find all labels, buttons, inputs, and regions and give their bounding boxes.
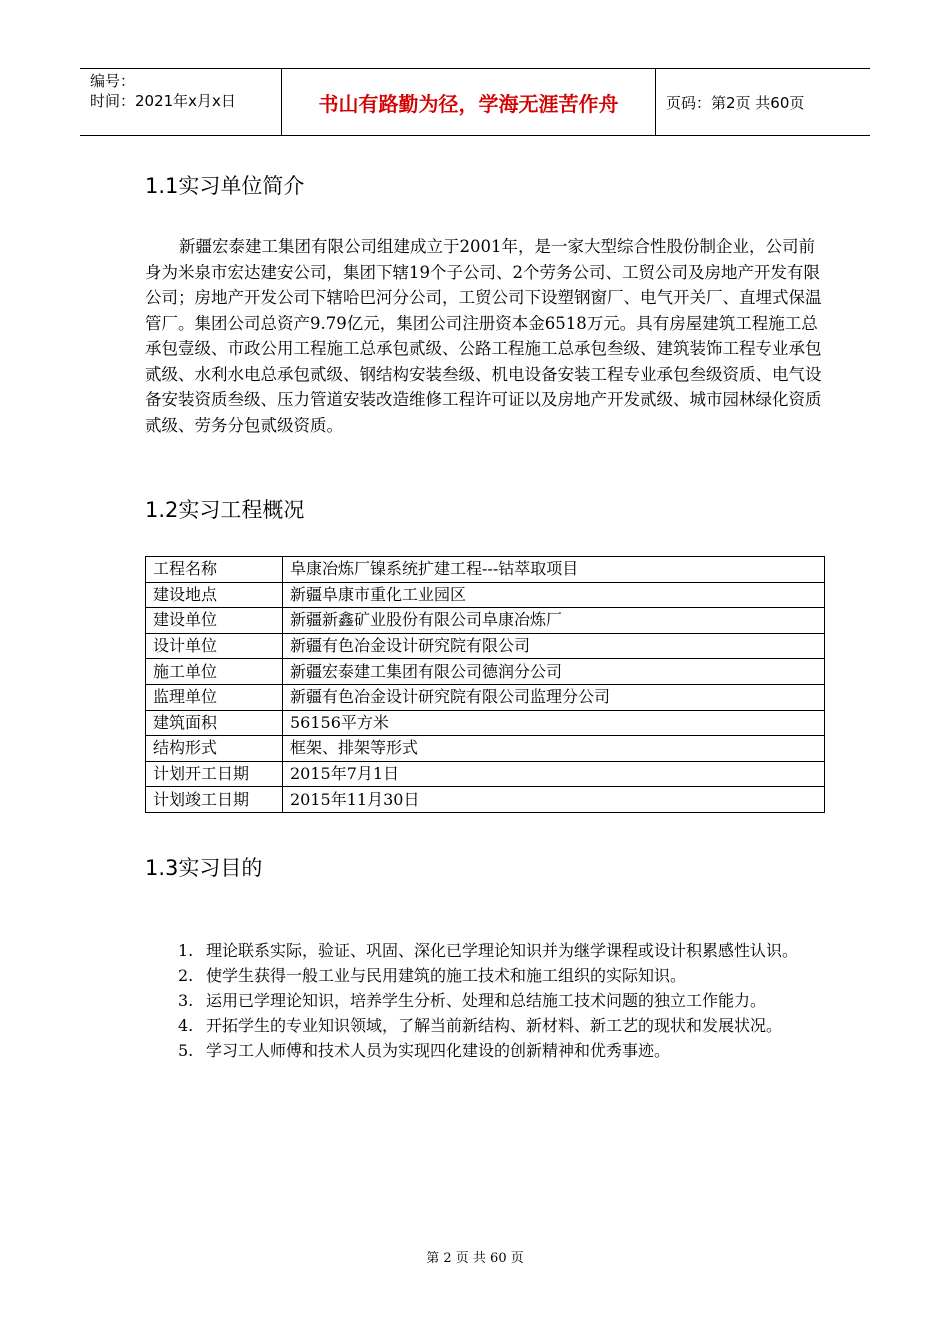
list-item-number: 5. bbox=[178, 1041, 194, 1060]
table-row bbox=[146, 557, 825, 583]
table-value-cell: 56156平方米 bbox=[283, 710, 825, 736]
page-header bbox=[80, 68, 870, 136]
list-item-number: 1. bbox=[178, 941, 194, 960]
table-row bbox=[146, 659, 825, 685]
list-item-text: 运用已学理论知识，培养学生分析、处理和总结施工技术问题的独立工作能力。 bbox=[206, 991, 767, 1010]
page-footer: 第 2 页 共 60 页 bbox=[426, 1251, 524, 1266]
table-row bbox=[146, 633, 825, 659]
table-value-cell: 新疆有色冶金设计研究院有限公司监理分公司 bbox=[283, 684, 825, 710]
table-row bbox=[146, 582, 825, 608]
table-key-cell: 计划开工日期 bbox=[146, 761, 283, 787]
table-row bbox=[146, 710, 825, 736]
list-item-text: 使学生获得一般工业与民用建筑的施工技术和施工组织的实际知识。 bbox=[206, 966, 687, 985]
table-value-cell: 新疆宏泰建工集团有限公司德润分公司 bbox=[283, 659, 825, 685]
project-overview-table bbox=[145, 556, 825, 813]
header-page-info: 页码：第2页 共60页 bbox=[666, 93, 805, 112]
table-key-cell: 设计单位 bbox=[146, 633, 283, 659]
table-row bbox=[146, 608, 825, 634]
number-label: 编号： bbox=[90, 72, 136, 90]
section-title-1: 1.1实习单位简介 bbox=[145, 174, 305, 198]
table-key-cell: 监理单位 bbox=[146, 684, 283, 710]
table-row bbox=[146, 684, 825, 710]
table-value-cell: 新疆有色冶金设计研究院有限公司 bbox=[283, 633, 825, 659]
header-meta bbox=[80, 69, 282, 135]
table-key-cell: 工程名称 bbox=[146, 557, 283, 583]
time-label: 时间：2021年x月x日 bbox=[90, 92, 236, 110]
list-item-number: 2. bbox=[178, 966, 194, 985]
list-item-number: 4. bbox=[178, 1016, 194, 1035]
section-title-2: 1.2实习工程概况 bbox=[145, 498, 305, 522]
table-row bbox=[146, 761, 825, 787]
table-key-cell: 施工单位 bbox=[146, 659, 283, 685]
section-title-3: 1.3实习目的 bbox=[145, 856, 263, 880]
table-row bbox=[146, 736, 825, 762]
list-item bbox=[178, 988, 828, 1013]
table-value-cell: 新疆新鑫矿业股份有限公司阜康冶炼厂 bbox=[283, 608, 825, 634]
goals-list bbox=[178, 938, 828, 1063]
table-value-cell: 2015年7月1日 bbox=[283, 761, 825, 787]
list-item bbox=[178, 963, 828, 988]
table-key-cell: 建筑面积 bbox=[146, 710, 283, 736]
list-item-text: 开拓学生的专业知识领域，了解当前新结构、新材料、新工艺的现状和发展状况。 bbox=[206, 1016, 783, 1035]
list-item-text: 理论联系实际，验证、巩固、深化已学理论知识并为继学课程或设计积累感性认识。 bbox=[206, 941, 799, 960]
table-key-cell: 结构形式 bbox=[146, 736, 283, 762]
list-item bbox=[178, 1038, 828, 1063]
table-row bbox=[146, 787, 825, 813]
table-value-cell: 新疆阜康市重化工业园区 bbox=[283, 582, 825, 608]
table-key-cell: 计划竣工日期 bbox=[146, 787, 283, 813]
table-value-cell: 框架、排架等形式 bbox=[283, 736, 825, 762]
list-item bbox=[178, 938, 828, 963]
table-key-cell: 建设单位 bbox=[146, 608, 283, 634]
list-item bbox=[178, 1013, 828, 1038]
list-item-number: 3. bbox=[178, 991, 194, 1010]
list-item-text: 学习工人师傅和技术人员为实现四化建设的创新精神和优秀事迹。 bbox=[206, 1041, 671, 1060]
table-key-cell: 建设地点 bbox=[146, 582, 283, 608]
header-motto: 书山有路勤为径，学海无涯苦作舟 bbox=[282, 69, 656, 135]
table-value-cell: 2015年11月30日 bbox=[283, 787, 825, 813]
table-value-cell: 阜康冶炼厂镍系统扩建工程---钴萃取项目 bbox=[283, 557, 825, 583]
company-intro-paragraph: 新疆宏泰建工集团有限公司组建成立于2001年，是一家大型综合性股份制企业，公司前身为米泉市宏达建安公司，集团下辖19个子公司、2个劳务公司、工贸公司及房地产开发有限公司；房地产开发公司下辖哈巴河分公司，工贸公司下设塑钢窗厂、电气开关厂、直埋式保温管厂。集团公司总资产9.79亿元，集团公司注册资本金6518万元。具有房屋建筑工程施工总承包壹级、市政公用工程施工总承包贰级、公路工程施工总承包叁级、建筑装饰工程专业承包贰级、水利水电总承包贰级、钢结构安装叁级、机电设备安装工程专业承包叁级资质、电气设备安装资质叁级、压力管道安装改造维修工程许可证以及房地产开发贰级、城市园林绿化资质贰级、劳务分包贰级资质。 bbox=[145, 237, 822, 435]
